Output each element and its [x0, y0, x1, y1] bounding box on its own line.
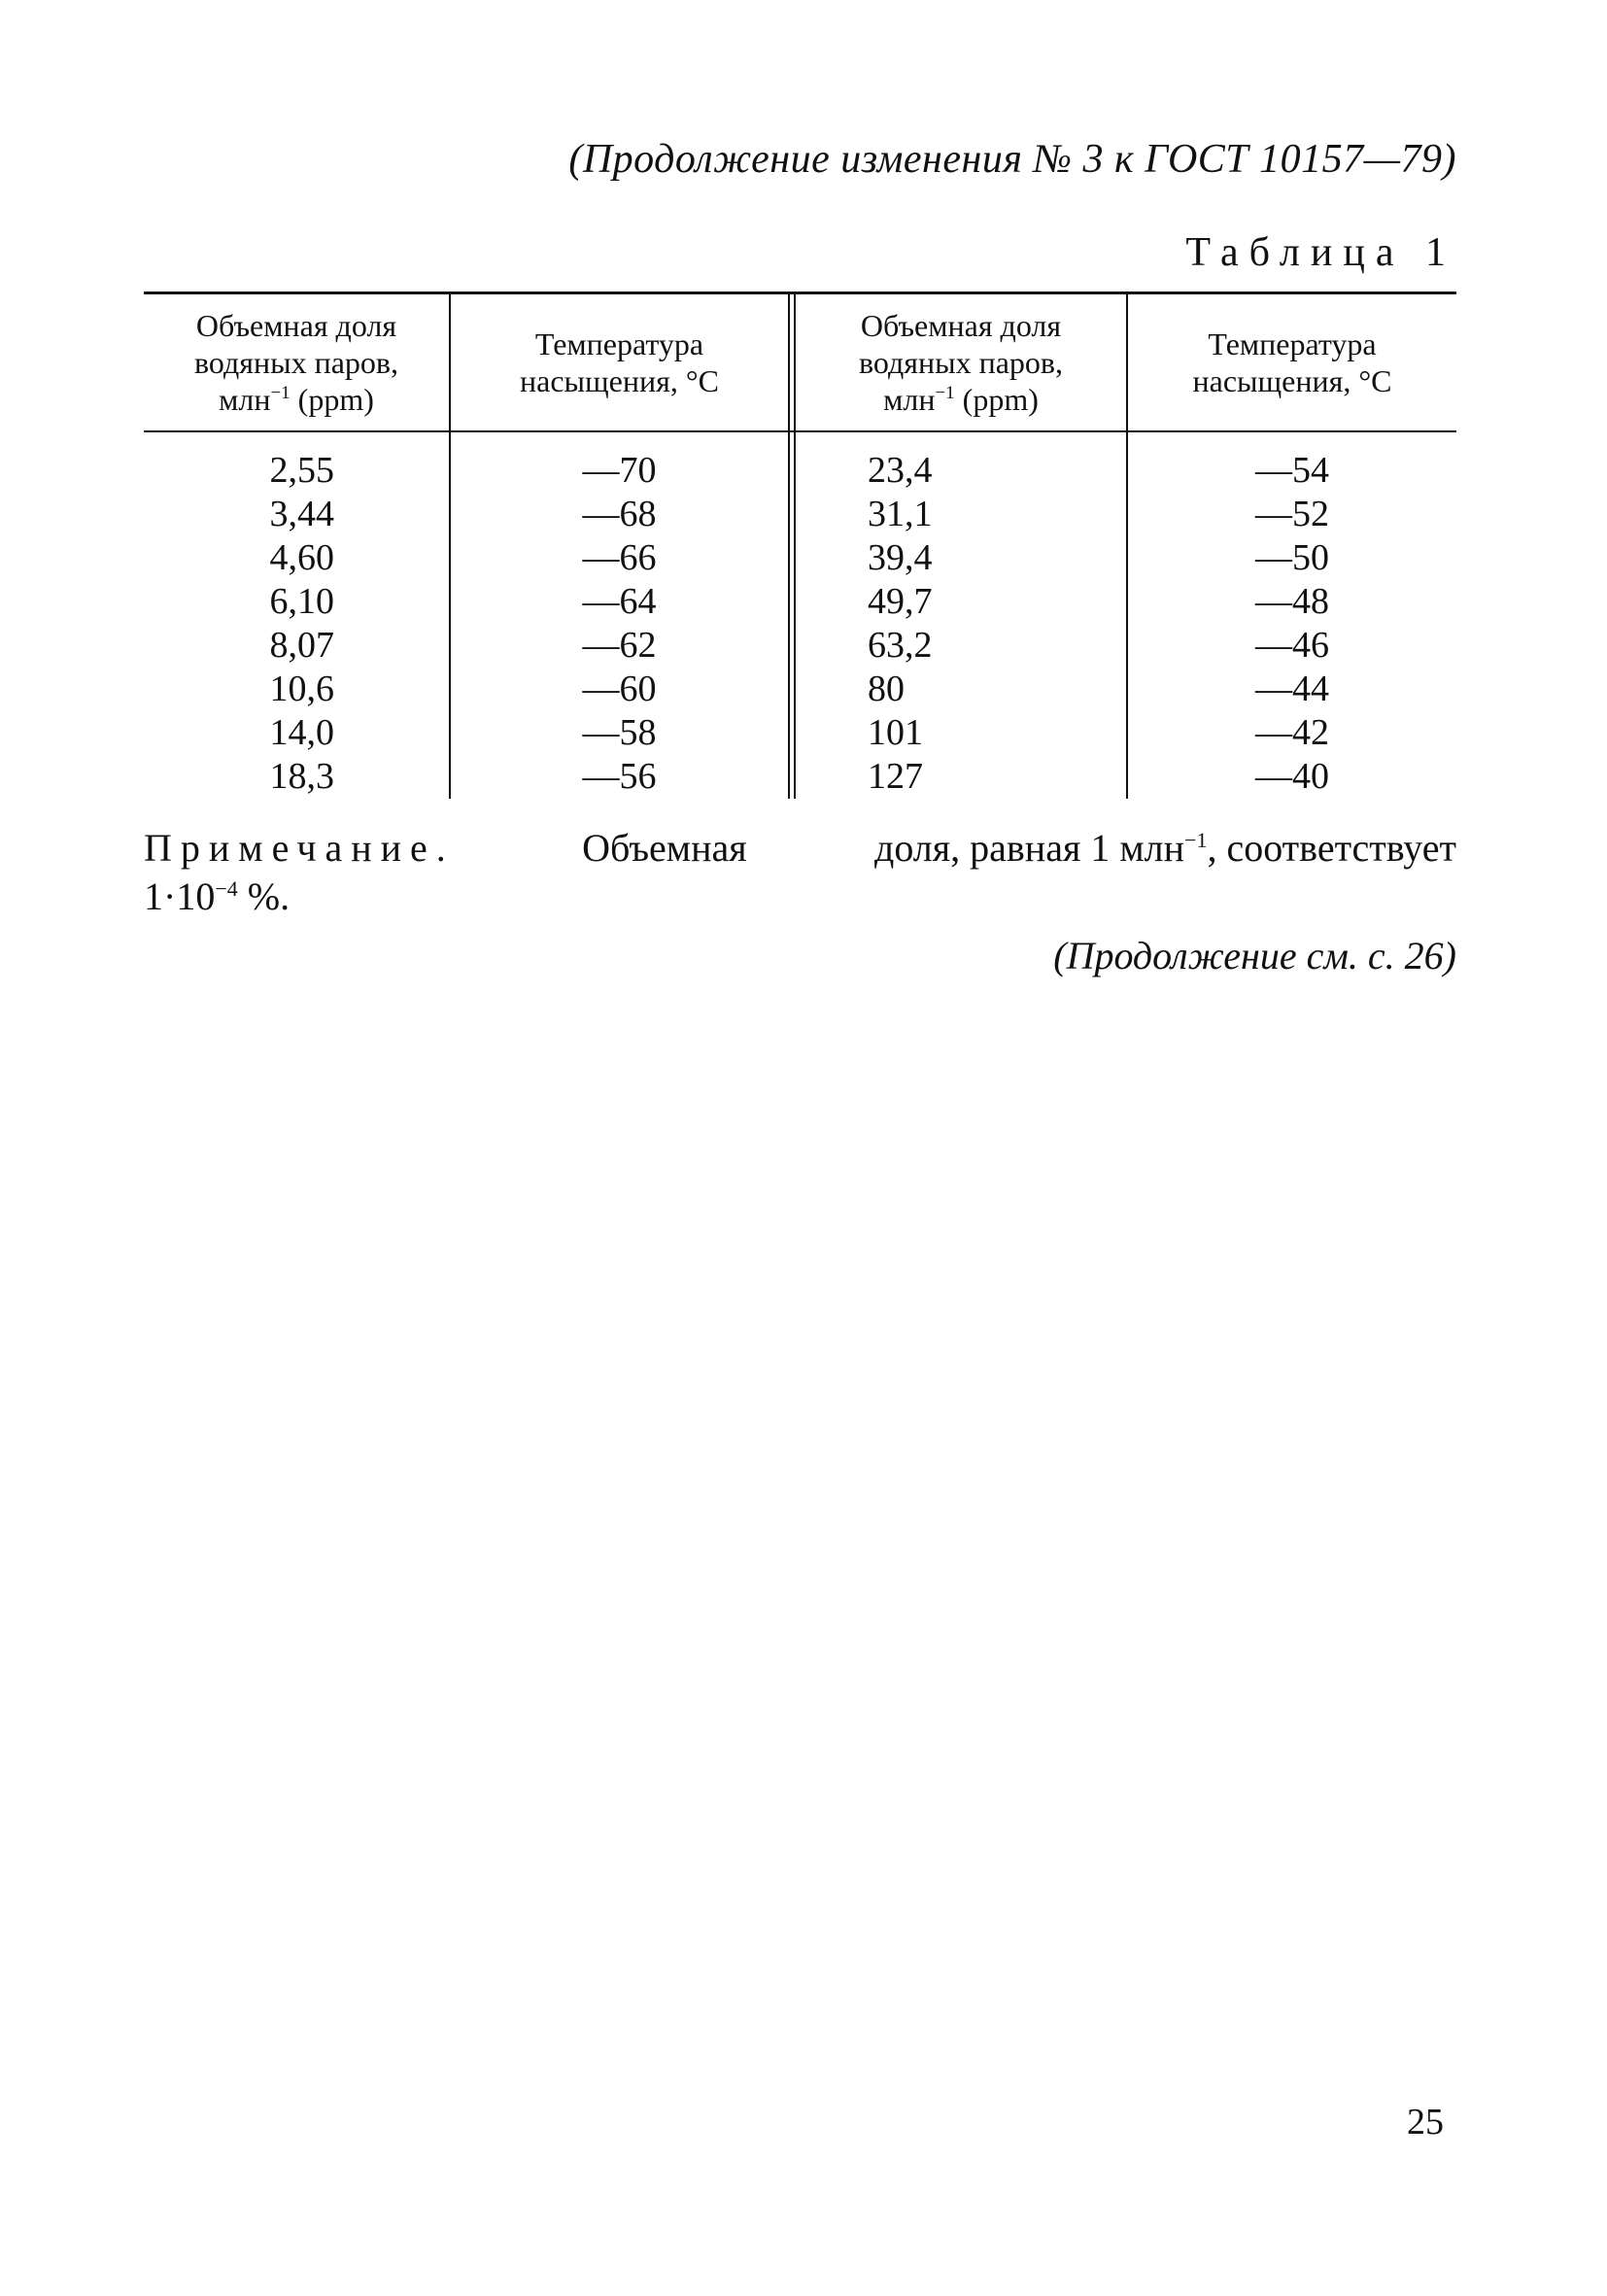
header-line: Температура — [1208, 326, 1377, 361]
table-cell: 14,0 — [269, 712, 334, 753]
table-cell: 6,10 — [269, 581, 334, 622]
table-cell: —60 — [582, 668, 657, 709]
table-cell: 127 — [868, 756, 923, 797]
note-line: $1\cdot 10^{-4}$ %. — [144, 874, 291, 918]
table-cell: 2,55 — [269, 450, 334, 491]
note-word: Объемная — [582, 826, 747, 870]
table-row — [144, 580, 1456, 624]
table-cell: 3,44 — [269, 494, 334, 534]
table-row — [144, 711, 1456, 755]
table-row — [144, 493, 1456, 536]
note-lead: Примечание. — [144, 826, 455, 870]
table-cell: —42 — [1255, 712, 1329, 753]
table-row — [144, 449, 1456, 493]
table-cell: —52 — [1255, 494, 1329, 534]
table-row — [144, 536, 1456, 580]
table-cell: 63,2 — [868, 625, 933, 666]
table-cell: —54 — [1255, 450, 1329, 491]
table-cell: —68 — [582, 494, 657, 534]
table-cell: 80 — [868, 668, 905, 709]
table-cell: —50 — [1255, 537, 1329, 578]
column-header-volume-fraction — [144, 294, 449, 430]
table-cell: 8,07 — [269, 625, 334, 666]
table-row — [144, 755, 1456, 799]
table-row — [144, 624, 1456, 668]
header-line: насыщения, °С — [520, 363, 719, 398]
table-cell: —48 — [1255, 581, 1329, 622]
table-cell: —66 — [582, 537, 657, 578]
table-cell: —62 — [582, 625, 657, 666]
column-header-saturation-temperature — [1128, 294, 1456, 430]
header-line: Объемная доля — [195, 308, 397, 343]
table-cell: —64 — [582, 581, 657, 622]
table-cell: 10,6 — [269, 668, 334, 709]
table-cell: —56 — [582, 756, 657, 797]
table-cell: 101 — [868, 712, 923, 753]
header-line: млн$^{-1}$ (ppm) — [883, 382, 1039, 417]
table-body — [144, 449, 1456, 799]
header-line: водяных паров, — [858, 345, 1064, 380]
table-cell: 39,4 — [868, 537, 933, 578]
header-line: Объемная доля — [860, 308, 1062, 343]
continuation-footer: (Продолжение см. с. 26) — [1053, 934, 1456, 977]
table-cell: —58 — [582, 712, 657, 753]
note-text: доля, равная 1 млн$^{-1}$, соответствует — [873, 826, 1456, 870]
table-cell: —70 — [582, 450, 657, 491]
table-label: Таблица 1 — [1185, 230, 1456, 275]
page-number: 25 — [1407, 2102, 1444, 2142]
header-line: млн$^{-1}$ (ppm) — [219, 382, 374, 417]
note-line — [144, 824, 1456, 873]
saturation-temperature-table — [144, 291, 1456, 799]
table-cell: 18,3 — [269, 756, 334, 797]
column-header-volume-fraction — [796, 294, 1126, 430]
table-row — [144, 668, 1456, 711]
header-line: Температура — [534, 326, 704, 361]
table-cell: 49,7 — [868, 581, 933, 622]
table-cell: —40 — [1255, 756, 1329, 797]
table-cell: 4,60 — [269, 537, 334, 578]
column-header-saturation-temperature — [451, 294, 788, 430]
table-cell: —46 — [1255, 625, 1329, 666]
table-cell: 23,4 — [868, 450, 933, 491]
continuation-header: (Продолжение изменения № 3 к ГОСТ 10157—79) — [568, 137, 1456, 182]
header-line: насыщения, °С — [1192, 363, 1392, 398]
table-cell: 31,1 — [868, 494, 933, 534]
table-cell: —44 — [1255, 668, 1329, 709]
header-line: водяных паров, — [193, 345, 399, 380]
table-note — [144, 824, 1456, 921]
table-header-rule — [144, 430, 1456, 432]
